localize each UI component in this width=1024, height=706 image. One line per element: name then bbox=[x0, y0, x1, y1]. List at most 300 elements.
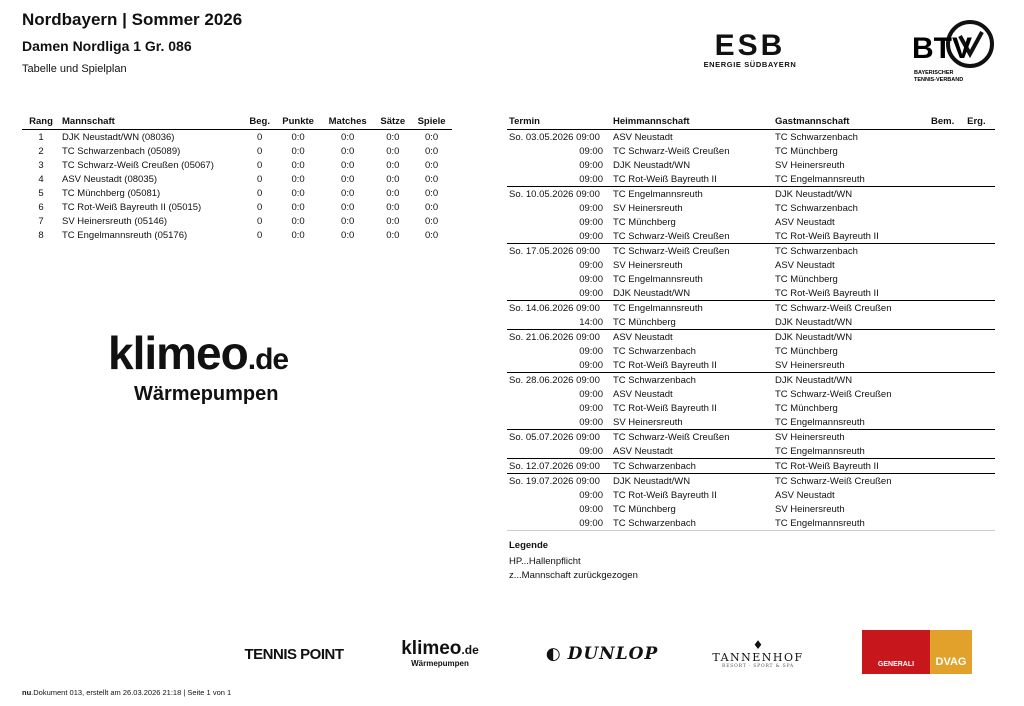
schedule-erg bbox=[965, 502, 995, 516]
schedule-bem bbox=[929, 516, 965, 531]
standings-cell: 0:0 bbox=[386, 131, 400, 143]
schedule-home-team: TC Schwarzenbach bbox=[613, 345, 696, 357]
klimeo-sub: Wärmepumpen bbox=[134, 383, 279, 405]
schedule-date: So. 19.07.2026 bbox=[509, 475, 574, 487]
standings-cell: 5 bbox=[38, 187, 44, 199]
schedule-time: 09:00 bbox=[576, 245, 600, 257]
schedule-home-team: TC Engelmannsreuth bbox=[613, 273, 703, 285]
standings-cell: 0:0 bbox=[386, 173, 400, 185]
schedule-termin: 09:00 bbox=[579, 216, 603, 228]
schedule-time: 09:00 bbox=[576, 460, 600, 472]
standings-row bbox=[22, 200, 452, 214]
schedule-home-team: DJK Neustadt/WN bbox=[613, 159, 691, 171]
schedule-time: 09:00 bbox=[576, 331, 600, 343]
standings-cell: 0:0 bbox=[424, 159, 439, 171]
schedule-guest-team: ASV Neustadt bbox=[775, 259, 835, 271]
schedule-erg bbox=[965, 387, 995, 401]
standings-cell: 0 bbox=[257, 215, 263, 227]
schedule-termin: 09:00 bbox=[579, 388, 603, 400]
sponsor-dvag: DVAG bbox=[930, 630, 972, 674]
standings-cell: 0:0 bbox=[424, 131, 439, 143]
schedule-home-team: SV Heinersreuth bbox=[613, 202, 683, 214]
schedule-row bbox=[507, 158, 995, 172]
standings-cell: 0 bbox=[257, 201, 263, 213]
standings-cell: 0:0 bbox=[291, 159, 305, 171]
standings-cell: 0:0 bbox=[424, 187, 439, 199]
schedule-bem bbox=[929, 330, 965, 345]
standings-cell: 0:0 bbox=[424, 215, 439, 227]
schedule-bem bbox=[929, 158, 965, 172]
schedule-home-team: ASV Neustadt bbox=[613, 388, 673, 400]
klimeo-name: klimeo bbox=[108, 327, 248, 379]
standings-cell: 0:0 bbox=[386, 201, 400, 213]
schedule-bem bbox=[929, 415, 965, 430]
schedule-guest-team: SV Heinersreuth bbox=[775, 503, 845, 515]
sponsor-klimeo-name: klimeo bbox=[401, 638, 462, 659]
schedule-date: So. 28.06.2026 bbox=[509, 374, 574, 386]
schedule-guest-team: ASV Neustadt bbox=[775, 489, 835, 501]
standings-cell: 0:0 bbox=[341, 173, 355, 185]
schedule-row bbox=[507, 130, 995, 145]
schedule-guest-team: TC Schwarzenbach bbox=[773, 244, 929, 259]
schedule-bem bbox=[929, 244, 965, 259]
schedule-time: 09:00 bbox=[576, 188, 600, 200]
schedule-erg bbox=[965, 201, 995, 215]
sponsor-tannenhof-main: TANNENHOF bbox=[712, 651, 804, 664]
schedule-termin: 09:00 bbox=[579, 259, 603, 271]
sponsor-tannenhof-logo bbox=[712, 632, 804, 676]
standings-cell: TC Rot-Weiß Bayreuth II (05015) bbox=[62, 201, 202, 213]
schedule-guest-team: TC Schwarzenbach bbox=[775, 202, 858, 214]
standings-cell: TC Münchberg (05081) bbox=[62, 187, 161, 199]
schedule-termin: 09:00 bbox=[579, 173, 603, 185]
schedule-row bbox=[507, 373, 995, 388]
btv-swoosh-icon bbox=[908, 14, 998, 84]
schedule-bem bbox=[929, 387, 965, 401]
schedule-bem bbox=[929, 373, 965, 388]
schedule-row bbox=[507, 315, 995, 330]
standings-cell: 0:0 bbox=[386, 187, 400, 199]
schedule-row bbox=[507, 244, 995, 259]
schedule-home-team: TC Rot-Weiß Bayreuth II bbox=[613, 489, 717, 501]
schedule-erg bbox=[965, 215, 995, 229]
schedule-termin bbox=[507, 130, 611, 145]
schedule-date: So. 14.06.2026 bbox=[509, 302, 574, 314]
schedule-bem bbox=[929, 344, 965, 358]
col-erg: Erg. bbox=[965, 114, 995, 130]
schedule-termin bbox=[507, 187, 611, 202]
standings-cell: 0:0 bbox=[386, 159, 400, 171]
schedule-date: So. 10.05.2026 bbox=[509, 188, 574, 200]
schedule-erg bbox=[965, 488, 995, 502]
standings-cell: 0:0 bbox=[341, 131, 355, 143]
schedule-termin: 09:00 bbox=[579, 273, 603, 285]
schedule-guest-team: DJK Neustadt/WN bbox=[775, 316, 853, 328]
schedule-erg bbox=[965, 172, 995, 187]
schedule-home-team: TC Rot-Weiß Bayreuth II bbox=[613, 402, 717, 414]
schedule-guest-team: TC Rot-Weiß Bayreuth II bbox=[775, 230, 879, 242]
standings-cell: 0:0 bbox=[341, 145, 355, 157]
schedule-termin: 09:00 bbox=[579, 202, 603, 214]
standings-cell: 0:0 bbox=[291, 229, 305, 241]
schedule-bem bbox=[929, 172, 965, 187]
schedule-home-team: ASV Neustadt bbox=[611, 330, 773, 345]
schedule-table bbox=[507, 114, 995, 531]
schedule-row bbox=[507, 144, 995, 158]
schedule-home-team: SV Heinersreuth bbox=[613, 259, 683, 271]
standings-row bbox=[22, 144, 452, 158]
schedule-guest-team: TC Rot-Weiß Bayreuth II bbox=[775, 287, 879, 299]
schedule-termin: 09:00 bbox=[579, 416, 603, 428]
schedule-home-team: TC Rot-Weiß Bayreuth II bbox=[613, 359, 717, 371]
schedule-home-team: DJK Neustadt/WN bbox=[611, 474, 773, 489]
schedule-bem bbox=[929, 301, 965, 316]
schedule-termin bbox=[507, 373, 611, 388]
standings-cell: 0 bbox=[257, 145, 263, 157]
schedule-row bbox=[507, 430, 995, 445]
schedule-guest-team: TC Schwarzenbach bbox=[775, 131, 858, 143]
standings-row bbox=[22, 186, 452, 200]
league-title: Damen Nordliga 1 Gr. 086 bbox=[22, 38, 192, 54]
schedule-termin bbox=[507, 330, 611, 345]
standings-cell: 0:0 bbox=[341, 229, 355, 241]
col-gast: Gastmannschaft bbox=[773, 114, 929, 130]
sponsor-tannenhof-sub: RESORT · SPORT & SPA bbox=[722, 664, 794, 669]
btv-logo-main: BTV bbox=[912, 32, 972, 65]
schedule-row bbox=[507, 358, 995, 373]
standings-cell: 0:0 bbox=[291, 173, 305, 185]
standings-cell: TC Schwarz-Weiß Creußen (05067) bbox=[62, 159, 214, 171]
schedule-erg bbox=[965, 401, 995, 415]
page-footer bbox=[22, 688, 231, 697]
schedule-bem bbox=[929, 215, 965, 229]
btv-logo bbox=[908, 14, 998, 84]
schedule-home-team: TC Engelmannsreuth bbox=[611, 301, 773, 316]
schedule-bem bbox=[929, 358, 965, 373]
btv-logo-sub2: TENNIS-VERBAND bbox=[914, 77, 964, 83]
schedule-time: 09:00 bbox=[576, 131, 600, 143]
schedule-erg bbox=[965, 158, 995, 172]
schedule-guest-team: TC Engelmannsreuth bbox=[775, 416, 865, 428]
footer-text: .Dokument 013, erstellt am 26.03.2026 21:18 | Seite 1 von 1 bbox=[31, 688, 232, 697]
schedule-bem bbox=[929, 272, 965, 286]
footer-brand: nu bbox=[22, 688, 32, 697]
schedule-bem bbox=[929, 488, 965, 502]
schedule-guest-team: TC Münchberg bbox=[775, 145, 838, 157]
standings-cell: 0:0 bbox=[424, 229, 439, 241]
schedule-row bbox=[507, 301, 995, 316]
schedule-termin: 09:00 bbox=[579, 145, 603, 157]
schedule-home-team: SV Heinersreuth bbox=[613, 416, 683, 428]
schedule-guest-team: TC Rot-Weiß Bayreuth II bbox=[773, 459, 929, 474]
schedule-guest-team: TC Engelmannsreuth bbox=[775, 445, 865, 457]
schedule-guest-team: TC Münchberg bbox=[775, 345, 838, 357]
sponsor-generali-dvag-logo bbox=[862, 630, 972, 674]
page-subtitle: Tabelle und Spielplan bbox=[22, 63, 127, 75]
schedule-guest-team: TC Engelmannsreuth bbox=[775, 173, 865, 185]
schedule-erg bbox=[965, 330, 995, 345]
standings-cell: 4 bbox=[38, 173, 44, 185]
schedule-termin: 09:00 bbox=[507, 516, 611, 531]
schedule-bem bbox=[929, 444, 965, 459]
schedule-row bbox=[507, 286, 995, 301]
schedule-bem bbox=[929, 286, 965, 301]
schedule-row bbox=[507, 330, 995, 345]
standings-cell: 1 bbox=[38, 131, 44, 143]
schedule-guest-team: TC Engelmannsreuth bbox=[773, 516, 929, 531]
schedule-row bbox=[507, 387, 995, 401]
col-beg: Beg. bbox=[244, 114, 275, 130]
standings-row bbox=[22, 214, 452, 228]
schedule-row bbox=[507, 444, 995, 459]
sponsor-klimeo-tld: .de bbox=[461, 643, 479, 657]
schedule-guest-team: DJK Neustadt/WN bbox=[773, 373, 929, 388]
schedule-termin bbox=[507, 430, 611, 445]
schedule-guest-team: TC Münchberg bbox=[775, 273, 838, 285]
standings-cell: TC Schwarzenbach (05089) bbox=[62, 145, 181, 157]
standings-cell: 0 bbox=[257, 173, 263, 185]
schedule-bem bbox=[929, 201, 965, 215]
schedule-guest-team: TC Münchberg bbox=[775, 402, 838, 414]
schedule-date: So. 03.05.2026 bbox=[509, 131, 574, 143]
schedule-row bbox=[507, 459, 995, 474]
standings-header-row bbox=[22, 114, 452, 130]
schedule-bem bbox=[929, 130, 965, 145]
esb-logo-main: ESB bbox=[714, 29, 786, 62]
standings-cell: 0 bbox=[257, 229, 263, 241]
schedule-guest-team: SV Heinersreuth bbox=[773, 430, 929, 445]
col-punkte: Punkte bbox=[275, 114, 321, 130]
schedule-home-team: TC Schwarz-Weiß Creußen bbox=[611, 430, 773, 445]
legend-item: z...Mannschaft zurückgezogen bbox=[509, 570, 638, 581]
schedule-termin: 09:00 bbox=[579, 345, 603, 357]
esb-logo-sub: ENERGIE SÜDBAYERN bbox=[703, 60, 797, 69]
standings-row bbox=[22, 228, 452, 242]
col-spiele: Spiele bbox=[411, 114, 452, 130]
schedule-home-team: TC Münchberg bbox=[613, 216, 676, 228]
standings-cell: 6 bbox=[38, 201, 44, 213]
schedule-termin: 09:00 bbox=[579, 159, 603, 171]
schedule-home-team: TC Engelmannsreuth bbox=[611, 187, 773, 202]
standings-table bbox=[22, 114, 452, 242]
schedule-termin: 09:00 bbox=[579, 359, 603, 371]
schedule-guest-team: SV Heinersreuth bbox=[775, 159, 845, 171]
col-heim: Heimmannschaft bbox=[611, 114, 773, 130]
schedule-row bbox=[507, 401, 995, 415]
schedule-home-team: TC Schwarzenbach bbox=[611, 459, 773, 474]
schedule-row bbox=[507, 502, 995, 516]
schedule-date: So. 12.07.2026 bbox=[509, 460, 574, 472]
sponsor-dunlop-text: DUNLOP bbox=[567, 644, 659, 664]
schedule-erg bbox=[965, 415, 995, 430]
schedule-guest-team: TC Schwarz-Weiß Creußen bbox=[775, 388, 892, 400]
standings-cell: 0:0 bbox=[424, 201, 439, 213]
schedule-bem bbox=[929, 459, 965, 474]
schedule-row bbox=[507, 488, 995, 502]
btv-logo-sub1: BAYERISCHER bbox=[914, 70, 954, 76]
schedule-home-team: TC Schwarz-Weiß Creußen bbox=[613, 230, 730, 242]
standings-cell: 0 bbox=[257, 159, 263, 171]
schedule-home-team: TC Rot-Weiß Bayreuth II bbox=[613, 173, 717, 185]
schedule-home-team: TC Schwarzenbach bbox=[611, 373, 773, 388]
klimeo-logo-large bbox=[108, 327, 289, 405]
esb-logo bbox=[698, 29, 802, 74]
schedule-termin: 09:00 bbox=[579, 402, 603, 414]
schedule-termin: 09:00 bbox=[579, 503, 603, 515]
legend bbox=[509, 539, 638, 583]
col-bem: Bem. bbox=[929, 114, 965, 130]
sponsor-klimeo-sub: Wärmepumpen bbox=[411, 659, 469, 668]
schedule-home-team: TC Münchberg bbox=[613, 316, 676, 328]
schedule-row bbox=[507, 172, 995, 187]
schedule-date: So. 05.07.2026 bbox=[509, 431, 574, 443]
schedule-row bbox=[507, 258, 995, 272]
standings-cell: 0:0 bbox=[341, 215, 355, 227]
schedule-home-team: TC Münchberg bbox=[613, 503, 676, 515]
standings-cell: 0:0 bbox=[386, 145, 400, 157]
schedule-termin bbox=[507, 459, 611, 474]
schedule-row bbox=[507, 516, 995, 531]
schedule-erg bbox=[965, 244, 995, 259]
schedule-date: So. 21.06.2026 bbox=[509, 331, 574, 343]
standings-cell: 0:0 bbox=[291, 215, 305, 227]
schedule-termin bbox=[507, 301, 611, 316]
schedule-row bbox=[507, 474, 995, 489]
schedule-erg bbox=[965, 301, 995, 316]
schedule-header-row bbox=[507, 114, 995, 130]
standings-cell: DJK Neustadt/WN (08036) bbox=[62, 131, 175, 143]
standings-cell: 0:0 bbox=[386, 229, 400, 241]
standings-cell: 0:0 bbox=[291, 187, 305, 199]
legend-title: Legende bbox=[509, 540, 549, 551]
sponsor-dunlop-logo bbox=[524, 632, 680, 676]
schedule-bem bbox=[929, 187, 965, 202]
schedule-erg bbox=[965, 315, 995, 330]
sponsor-tennispoint-logo: TENNIS POINT bbox=[244, 645, 344, 663]
schedule-guest-team: DJK Neustadt/WN bbox=[773, 187, 929, 202]
tannenhof-emblem-icon: ♦ bbox=[752, 638, 764, 652]
schedule-erg bbox=[965, 430, 995, 445]
schedule-date: So. 17.05.2026 bbox=[509, 245, 574, 257]
standings-cell: 0:0 bbox=[341, 187, 355, 199]
schedule-row bbox=[507, 415, 995, 430]
schedule-erg bbox=[965, 344, 995, 358]
standings-cell: TC Engelmannsreuth (05176) bbox=[62, 229, 188, 241]
schedule-termin: 09:00 bbox=[579, 287, 603, 299]
standings-cell: 7 bbox=[38, 215, 44, 227]
schedule-erg bbox=[965, 286, 995, 301]
schedule-home-team: ASV Neustadt bbox=[613, 131, 673, 143]
dunlop-d-icon: ◐ bbox=[545, 644, 562, 664]
schedule-termin bbox=[507, 474, 611, 489]
standings-row bbox=[22, 158, 452, 172]
schedule-bem bbox=[929, 474, 965, 489]
klimeo-tld: .de bbox=[247, 343, 289, 376]
schedule-guest-team: DJK Neustadt/WN bbox=[773, 330, 929, 345]
col-matches: Matches bbox=[321, 114, 375, 130]
schedule-bem bbox=[929, 258, 965, 272]
schedule-erg bbox=[965, 459, 995, 474]
standings-cell: 3 bbox=[38, 159, 44, 171]
col-termin: Termin bbox=[507, 114, 611, 130]
schedule-guest-team: SV Heinersreuth bbox=[775, 359, 845, 371]
schedule-erg bbox=[965, 229, 995, 244]
schedule-erg bbox=[965, 358, 995, 373]
standings-cell: 8 bbox=[38, 229, 44, 241]
schedule-bem bbox=[929, 401, 965, 415]
standings-cell: SV Heinersreuth (05146) bbox=[62, 215, 168, 227]
schedule-bem bbox=[929, 315, 965, 330]
standings-cell: 0:0 bbox=[424, 173, 439, 185]
schedule-termin bbox=[507, 244, 611, 259]
schedule-erg bbox=[965, 187, 995, 202]
schedule-home-team: TC Schwarz-Weiß Creußen bbox=[611, 244, 773, 259]
schedule-row bbox=[507, 201, 995, 215]
sponsor-generali: GENERALI bbox=[862, 630, 930, 674]
schedule-row bbox=[507, 272, 995, 286]
schedule-bem bbox=[929, 430, 965, 445]
standings-cell: ASV Neustadt (08035) bbox=[62, 173, 158, 185]
standings-cell: 0 bbox=[257, 187, 263, 199]
schedule-home-team: TC Schwarz-Weiß Creußen bbox=[613, 145, 730, 157]
standings-cell: 0:0 bbox=[291, 145, 305, 157]
legend-item: HP...Hallenpflicht bbox=[509, 556, 581, 567]
schedule-home-team: ASV Neustadt bbox=[613, 445, 673, 457]
schedule-guest-team: ASV Neustadt bbox=[775, 216, 835, 228]
schedule-erg bbox=[965, 130, 995, 145]
standings-cell: 2 bbox=[38, 145, 44, 157]
schedule-time: 09:00 bbox=[576, 374, 600, 386]
schedule-guest-team: TC Schwarz-Weiß Creußen bbox=[773, 301, 929, 316]
schedule-erg bbox=[965, 474, 995, 489]
standings-cell: 0:0 bbox=[386, 215, 400, 227]
standings-cell: 0:0 bbox=[291, 201, 305, 213]
schedule-termin: 09:00 bbox=[579, 445, 603, 457]
page-title: Nordbayern | Sommer 2026 bbox=[22, 10, 243, 29]
schedule-bem bbox=[929, 229, 965, 244]
standings-cell: 0:0 bbox=[424, 145, 439, 157]
standings-cell: 0:0 bbox=[341, 159, 355, 171]
schedule-erg bbox=[965, 258, 995, 272]
col-mannschaft: Mannschaft bbox=[60, 114, 244, 130]
schedule-erg bbox=[965, 373, 995, 388]
schedule-home-team: DJK Neustadt/WN bbox=[613, 287, 691, 299]
schedule-termin: 14:00 bbox=[579, 316, 603, 328]
schedule-erg bbox=[965, 444, 995, 459]
standings-row bbox=[22, 130, 452, 145]
schedule-erg bbox=[965, 272, 995, 286]
schedule-bem bbox=[929, 502, 965, 516]
schedule-row bbox=[507, 344, 995, 358]
col-saetze: Sätze bbox=[374, 114, 411, 130]
schedule-time: 09:00 bbox=[576, 431, 600, 443]
schedule-row bbox=[507, 187, 995, 202]
standings-cell: 0:0 bbox=[341, 201, 355, 213]
sponsor-klimeo-logo bbox=[392, 632, 488, 676]
schedule-guest-team: TC Schwarz-Weiß Creußen bbox=[773, 474, 929, 489]
schedule-time: 09:00 bbox=[576, 302, 600, 314]
schedule-time: 09:00 bbox=[576, 475, 600, 487]
schedule-erg bbox=[965, 516, 995, 531]
standings-cell: 0 bbox=[257, 131, 263, 143]
standings-row bbox=[22, 172, 452, 186]
schedule-erg bbox=[965, 144, 995, 158]
standings-cell: 0:0 bbox=[291, 131, 305, 143]
schedule-termin: 09:00 bbox=[579, 489, 603, 501]
schedule-bem bbox=[929, 144, 965, 158]
schedule-termin: 09:00 bbox=[579, 230, 603, 242]
schedule-row bbox=[507, 229, 995, 244]
